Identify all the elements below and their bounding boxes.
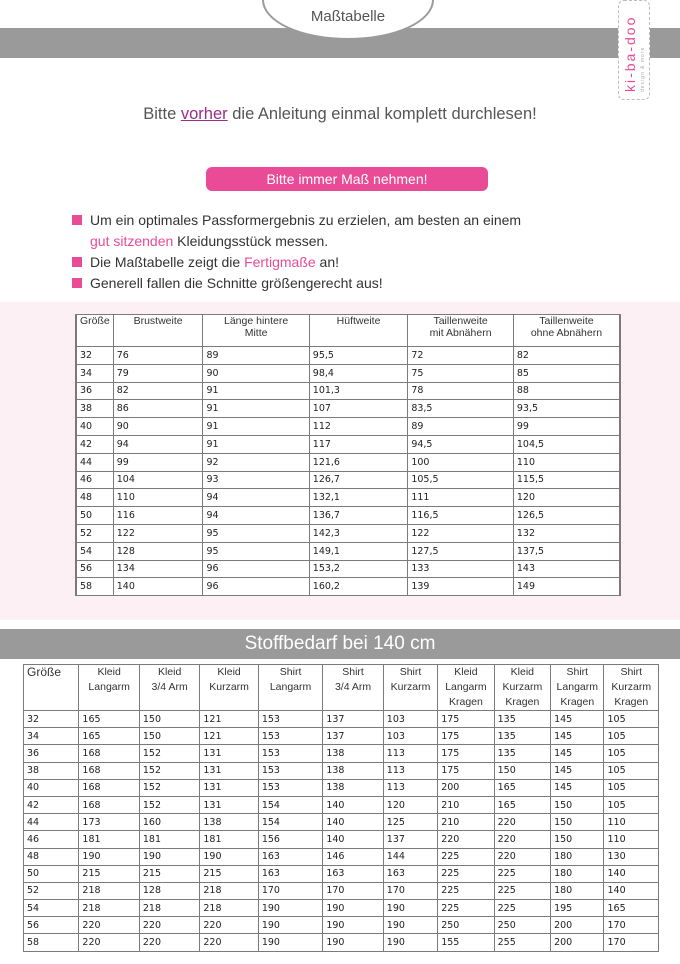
- table-cell: 135: [494, 745, 550, 762]
- stoff-header-10: Shirt Kurzarm Kragen: [604, 665, 659, 711]
- table-cell: 154: [258, 796, 323, 813]
- table-cell: 117: [309, 435, 408, 453]
- table-cell: 150: [551, 814, 604, 831]
- table-cell: 105: [604, 762, 659, 779]
- table-cell: 95: [203, 542, 309, 560]
- table-cell: 94: [203, 489, 309, 507]
- table-cell: 225: [494, 882, 550, 899]
- table-cell: 225: [438, 848, 494, 865]
- table-cell: 48: [76, 489, 113, 507]
- table-cell: 163: [258, 848, 323, 865]
- table-cell: 140: [323, 814, 383, 831]
- table-cell: 140: [604, 882, 659, 899]
- table-cell: 58: [76, 578, 113, 596]
- table-cell: 152: [139, 796, 199, 813]
- table-cell: 58: [24, 934, 79, 951]
- table-cell: 96: [203, 578, 309, 596]
- table-cell: 225: [438, 900, 494, 917]
- mass-header-5: Taillenweite ohne Abnähern: [513, 315, 620, 347]
- table-cell: 38: [76, 400, 113, 418]
- table-cell: 46: [24, 831, 79, 848]
- mass-header-4: Taillenweite mit Abnähern: [408, 315, 514, 347]
- table-cell: 190: [258, 934, 323, 951]
- measure-notice-badge: Bitte immer Maß nehmen!: [206, 167, 488, 191]
- table-cell: 105: [604, 745, 659, 762]
- stoff-header-7: Kleid Langarm Kragen: [438, 665, 494, 711]
- table-cell: 150: [139, 711, 199, 728]
- table-cell: 34: [24, 728, 79, 745]
- table-cell: 134: [113, 560, 203, 578]
- page-title: Maßtabelle: [310, 8, 386, 25]
- table-cell: 200: [551, 917, 604, 934]
- table-cell: 89: [408, 418, 514, 436]
- table-cell: 40: [76, 418, 113, 436]
- table-cell: 52: [24, 882, 79, 899]
- table-cell: 190: [323, 934, 383, 951]
- table-cell: 140: [113, 578, 203, 596]
- table-cell: 122: [408, 524, 514, 542]
- table-cell: 56: [24, 917, 79, 934]
- table-cell: 149,1: [309, 542, 408, 560]
- table-cell: 50: [76, 507, 113, 525]
- table-cell: 180: [551, 848, 604, 865]
- table-cell: 150: [551, 831, 604, 848]
- stoff-header-2: Kleid 3/4 Arm: [139, 665, 199, 711]
- table-cell: 135: [494, 728, 550, 745]
- table-cell: 215: [200, 865, 258, 882]
- table-cell: 120: [513, 489, 620, 507]
- table-cell: 220: [494, 814, 550, 831]
- table-cell: 121,6: [309, 453, 408, 471]
- table-cell: 153: [258, 762, 323, 779]
- table-cell: 137,5: [513, 542, 620, 560]
- table-cell: 99: [113, 453, 203, 471]
- table-cell: 163: [383, 865, 437, 882]
- table-cell: 220: [494, 848, 550, 865]
- table-row: [76, 471, 620, 489]
- table-cell: 78: [408, 382, 514, 400]
- table-row: [76, 382, 620, 400]
- fabric-table: [23, 664, 659, 952]
- table-cell: 46: [76, 471, 113, 489]
- table-cell: 103: [383, 728, 437, 745]
- table-cell: 190: [200, 848, 258, 865]
- table-cell: 131: [200, 779, 258, 796]
- table-cell: 90: [113, 418, 203, 436]
- table-cell: 93,5: [513, 400, 620, 418]
- table-cell: 126,7: [309, 471, 408, 489]
- fabric-requirement-title: Stoffbedarf bei 140 cm: [0, 629, 680, 659]
- table-cell: 122: [113, 524, 203, 542]
- table-cell: 125: [383, 814, 437, 831]
- table-cell: 170: [258, 882, 323, 899]
- table-cell: 145: [551, 762, 604, 779]
- table-cell: 250: [438, 917, 494, 934]
- table-cell: 190: [383, 900, 437, 917]
- table-cell: 146: [323, 848, 383, 865]
- table-cell: 255: [494, 934, 550, 951]
- table-cell: 44: [76, 453, 113, 471]
- table-cell: 218: [200, 882, 258, 899]
- table-cell: 88: [513, 382, 620, 400]
- table-cell: 94,5: [408, 435, 514, 453]
- table-cell: 100: [408, 453, 514, 471]
- table-cell: 105,5: [408, 471, 514, 489]
- table-cell: 180: [551, 882, 604, 899]
- table-cell: 120: [383, 796, 437, 813]
- table-cell: 92: [203, 453, 309, 471]
- table-cell: 91: [203, 400, 309, 418]
- table-cell: 168: [79, 762, 139, 779]
- table-cell: 82: [513, 347, 620, 365]
- table-cell: 52: [76, 524, 113, 542]
- table-cell: 127,5: [408, 542, 514, 560]
- table-cell: 175: [438, 745, 494, 762]
- table-cell: 156: [258, 831, 323, 848]
- table-cell: 168: [79, 796, 139, 813]
- table-cell: 210: [438, 796, 494, 813]
- table-cell: 94: [113, 435, 203, 453]
- table-row: [76, 435, 620, 453]
- table-cell: 105: [604, 711, 659, 728]
- table-cell: 110: [604, 814, 659, 831]
- table-cell: 139: [408, 578, 514, 596]
- table-cell: 225: [438, 882, 494, 899]
- table-cell: 82: [113, 382, 203, 400]
- table-cell: 152: [139, 779, 199, 796]
- table-cell: 195: [551, 900, 604, 917]
- table-cell: 138: [323, 779, 383, 796]
- logo-text: ki-ba-doo: [622, 15, 638, 92]
- table-row: [24, 711, 659, 728]
- table-cell: 42: [76, 435, 113, 453]
- table-cell: 140: [323, 831, 383, 848]
- table-cell: 111: [408, 489, 514, 507]
- table-cell: 168: [79, 745, 139, 762]
- table-cell: 83,5: [408, 400, 514, 418]
- table-cell: 168: [79, 779, 139, 796]
- table-cell: 220: [494, 831, 550, 848]
- table-cell: 50: [24, 865, 79, 882]
- table-cell: 128: [113, 542, 203, 560]
- table-cell: 154: [258, 814, 323, 831]
- table-cell: 218: [79, 900, 139, 917]
- mass-header-1: Brustweite: [113, 315, 203, 347]
- table-cell: 190: [323, 917, 383, 934]
- stoff-header-9: Shirt Langarm Kragen: [551, 665, 604, 711]
- table-row: [24, 865, 659, 882]
- stoff-header-8: Kleid Kurzarm Kragen: [494, 665, 550, 711]
- table-cell: 105: [604, 728, 659, 745]
- table-cell: 225: [438, 865, 494, 882]
- table-cell: 86: [113, 400, 203, 418]
- table-cell: 132: [513, 524, 620, 542]
- table-cell: 113: [383, 779, 437, 796]
- table-cell: 32: [76, 347, 113, 365]
- table-cell: 135: [494, 711, 550, 728]
- bullet-item: Die Maßtabelle zeigt die Fertigmaße an!: [72, 252, 632, 273]
- table-cell: 140: [323, 796, 383, 813]
- table-cell: 121: [200, 711, 258, 728]
- table-cell: 210: [438, 814, 494, 831]
- table-cell: 165: [79, 711, 139, 728]
- table-cell: 91: [203, 435, 309, 453]
- table-cell: 220: [200, 934, 258, 951]
- table-cell: 72: [408, 347, 514, 365]
- table-cell: 56: [76, 560, 113, 578]
- table-cell: 153,2: [309, 560, 408, 578]
- table-cell: 133: [408, 560, 514, 578]
- table-cell: 36: [76, 382, 113, 400]
- table-cell: 218: [79, 882, 139, 899]
- table-cell: 165: [604, 900, 659, 917]
- table-cell: 32: [24, 711, 79, 728]
- table-cell: 200: [551, 934, 604, 951]
- table-row: [24, 917, 659, 934]
- table-cell: 160,2: [309, 578, 408, 596]
- table-cell: 94: [203, 507, 309, 525]
- table-row: [76, 560, 620, 578]
- table-cell: 153: [258, 728, 323, 745]
- table-cell: 48: [24, 848, 79, 865]
- table-cell: 143: [513, 560, 620, 578]
- table-cell: 140: [604, 865, 659, 882]
- table-cell: 132,1: [309, 489, 408, 507]
- table-cell: 190: [258, 900, 323, 917]
- table-row: [24, 848, 659, 865]
- table-cell: 170: [604, 917, 659, 934]
- table-cell: 112: [309, 418, 408, 436]
- table-row: [76, 418, 620, 436]
- table-cell: 220: [139, 934, 199, 951]
- table-cell: 218: [200, 900, 258, 917]
- table-cell: 99: [513, 418, 620, 436]
- table-row: [76, 507, 620, 525]
- table-cell: 145: [551, 745, 604, 762]
- stoff-header-4: Shirt Langarm: [258, 665, 323, 711]
- table-cell: 225: [494, 865, 550, 882]
- table-cell: 89: [203, 347, 309, 365]
- table-cell: 138: [200, 814, 258, 831]
- table-cell: 218: [139, 900, 199, 917]
- table-cell: 175: [438, 762, 494, 779]
- table-cell: 115,5: [513, 471, 620, 489]
- headline: Bitte vorher die Anleitung einmal komplett durchlesen!: [143, 105, 537, 123]
- table-cell: 54: [24, 900, 79, 917]
- table-cell: 170: [604, 934, 659, 951]
- table-cell: 200: [438, 779, 494, 796]
- table-cell: 136,7: [309, 507, 408, 525]
- mass-header-0: Größe: [76, 315, 113, 347]
- table-cell: 163: [258, 865, 323, 882]
- table-cell: 215: [139, 865, 199, 882]
- bullet-square-icon: [72, 257, 82, 267]
- bullet-item: Um ein optimales Passformergebnis zu erzielen, am besten an einem gut sitzenden Kleidungsstück messen.: [72, 210, 632, 252]
- bullet-square-icon: [72, 215, 82, 225]
- table-row: [76, 364, 620, 382]
- table-cell: 150: [494, 762, 550, 779]
- table-cell: 220: [79, 934, 139, 951]
- table-cell: 190: [79, 848, 139, 865]
- table-cell: 116: [113, 507, 203, 525]
- table-cell: 137: [323, 711, 383, 728]
- table-cell: 153: [258, 745, 323, 762]
- stoff-header-5: Shirt 3/4 Arm: [323, 665, 383, 711]
- table-cell: 220: [79, 917, 139, 934]
- mass-header-3: Hüftweite: [309, 315, 408, 347]
- table-row: [76, 489, 620, 507]
- table-row: [76, 347, 620, 365]
- table-cell: 165: [494, 779, 550, 796]
- stoff-header-3: Kleid Kurzarm: [200, 665, 258, 711]
- stoff-header-1: Kleid Langarm: [79, 665, 139, 711]
- table-cell: 95,5: [309, 347, 408, 365]
- table-cell: 215: [79, 865, 139, 882]
- table-cell: 153: [258, 711, 323, 728]
- table-cell: 150: [551, 796, 604, 813]
- table-row: [24, 745, 659, 762]
- table-row: [76, 542, 620, 560]
- bullet-square-icon: [72, 278, 82, 288]
- table-cell: 145: [551, 728, 604, 745]
- table-cell: 152: [139, 762, 199, 779]
- table-row: [24, 900, 659, 917]
- table-cell: 175: [438, 711, 494, 728]
- table-row: [76, 400, 620, 418]
- table-cell: 110: [513, 453, 620, 471]
- table-cell: 104,5: [513, 435, 620, 453]
- table-cell: 54: [76, 542, 113, 560]
- table-cell: 103: [383, 711, 437, 728]
- table-cell: 42: [24, 796, 79, 813]
- table-cell: 181: [200, 831, 258, 848]
- table-cell: 126,5: [513, 507, 620, 525]
- table-cell: 150: [139, 728, 199, 745]
- table-cell: 145: [551, 711, 604, 728]
- table-cell: 175: [438, 728, 494, 745]
- table-row: [76, 453, 620, 471]
- table-cell: 152: [139, 745, 199, 762]
- table-cell: 225: [494, 900, 550, 917]
- table-cell: 38: [24, 762, 79, 779]
- table-row: [24, 934, 659, 951]
- table-cell: 75: [408, 364, 514, 382]
- headline-highlight: vorher: [180, 105, 228, 123]
- table-cell: 116,5: [408, 507, 514, 525]
- table-cell: 90: [203, 364, 309, 382]
- table-cell: 36: [24, 745, 79, 762]
- table-row: [24, 882, 659, 899]
- table-cell: 181: [139, 831, 199, 848]
- table-cell: 250: [494, 917, 550, 934]
- mass-header-2: Länge hintere Mitte: [203, 315, 309, 347]
- stoff-header-0: Größe: [24, 665, 79, 711]
- table-cell: 98,4: [309, 364, 408, 382]
- table-row: [24, 831, 659, 848]
- measurement-table: [75, 314, 621, 596]
- table-cell: 138: [323, 745, 383, 762]
- table-cell: 153: [258, 779, 323, 796]
- table-cell: 149: [513, 578, 620, 596]
- table-cell: 190: [258, 917, 323, 934]
- table-cell: 101,3: [309, 382, 408, 400]
- table-cell: 104: [113, 471, 203, 489]
- bullet-list: [72, 210, 632, 294]
- table-cell: 142,3: [309, 524, 408, 542]
- table-cell: 180: [551, 865, 604, 882]
- table-row: [76, 524, 620, 542]
- table-cell: 170: [383, 882, 437, 899]
- table-cell: 137: [323, 728, 383, 745]
- table-cell: 34: [76, 364, 113, 382]
- stoff-header-6: Shirt Kurzarm: [383, 665, 437, 711]
- table-cell: 96: [203, 560, 309, 578]
- table-cell: 170: [323, 882, 383, 899]
- table-cell: 131: [200, 762, 258, 779]
- table-cell: 40: [24, 779, 79, 796]
- table-row: [24, 779, 659, 796]
- table-row: [24, 728, 659, 745]
- logo-subtext: design & more: [640, 46, 646, 92]
- table-cell: 131: [200, 796, 258, 813]
- table-row: [24, 762, 659, 779]
- table-cell: 113: [383, 762, 437, 779]
- table-cell: 220: [139, 917, 199, 934]
- table-cell: 190: [383, 934, 437, 951]
- table-cell: 85: [513, 364, 620, 382]
- table-cell: 145: [551, 779, 604, 796]
- table-cell: 138: [323, 762, 383, 779]
- table-cell: 105: [604, 796, 659, 813]
- table-cell: 165: [79, 728, 139, 745]
- table-cell: 163: [323, 865, 383, 882]
- table-cell: 165: [494, 796, 550, 813]
- table-cell: 131: [200, 745, 258, 762]
- table-row: [24, 814, 659, 831]
- table-cell: 91: [203, 382, 309, 400]
- table-cell: 173: [79, 814, 139, 831]
- table-cell: 130: [604, 848, 659, 865]
- table-cell: 44: [24, 814, 79, 831]
- table-cell: 137: [383, 831, 437, 848]
- table-cell: 91: [203, 418, 309, 436]
- table-cell: 160: [139, 814, 199, 831]
- table-cell: 93: [203, 471, 309, 489]
- table-cell: 107: [309, 400, 408, 418]
- table-cell: 95: [203, 524, 309, 542]
- table-cell: 190: [139, 848, 199, 865]
- table-cell: 128: [139, 882, 199, 899]
- table-cell: 79: [113, 364, 203, 382]
- bullet-item: Generell fallen die Schnitte größengerecht aus!: [72, 273, 632, 294]
- table-row: [76, 578, 620, 596]
- table-cell: 181: [79, 831, 139, 848]
- table-cell: 220: [438, 831, 494, 848]
- table-cell: 190: [323, 900, 383, 917]
- table-cell: 105: [604, 779, 659, 796]
- table-cell: 190: [383, 917, 437, 934]
- table-cell: 110: [604, 831, 659, 848]
- table-cell: 144: [383, 848, 437, 865]
- table-cell: 113: [383, 745, 437, 762]
- table-cell: 155: [438, 934, 494, 951]
- table-cell: 76: [113, 347, 203, 365]
- table-cell: 110: [113, 489, 203, 507]
- table-cell: 121: [200, 728, 258, 745]
- table-cell: 220: [200, 917, 258, 934]
- table-row: [24, 796, 659, 813]
